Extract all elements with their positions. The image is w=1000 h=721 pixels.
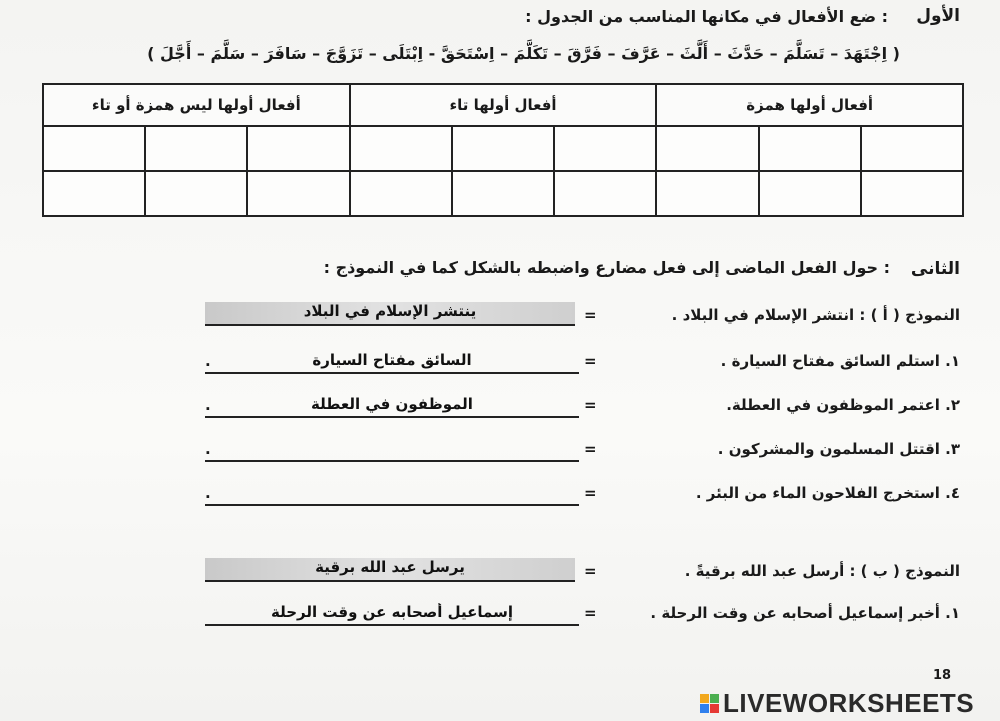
- model-a-row: [0, 302, 1000, 332]
- equals-sign: =: [584, 352, 597, 370]
- table-cell[interactable]: [145, 126, 247, 171]
- q1-label: الأول: [916, 6, 960, 26]
- table-cell[interactable]: [43, 126, 145, 171]
- table-header-row: [43, 84, 963, 126]
- period: .: [205, 352, 211, 370]
- table-cell[interactable]: [452, 171, 554, 216]
- answer-field[interactable]: [205, 600, 579, 626]
- period: .: [205, 396, 211, 414]
- verbs-table: [42, 83, 964, 217]
- item-sentence: ٢. اعتمر الموظفون في العطلة.: [726, 396, 960, 414]
- table-cell[interactable]: [554, 171, 656, 216]
- answer-field[interactable]: [205, 392, 579, 418]
- q2-instruction: : حول الفعل الماضى إلى فعل مضارع واضبطه بالشكل كما في النموذج :: [323, 258, 890, 277]
- item-sentence: ٣. اقتتل المسلمون والمشركون .: [717, 440, 960, 458]
- table-cell[interactable]: [452, 126, 554, 171]
- answer-field[interactable]: [205, 480, 579, 506]
- period: .: [205, 440, 211, 458]
- equals-sign: =: [584, 604, 597, 622]
- liveworksheets-brand: [700, 688, 974, 719]
- table-cell[interactable]: [145, 171, 247, 216]
- equals-sign: =: [584, 306, 597, 324]
- table-cell[interactable]: [247, 171, 349, 216]
- table-cell[interactable]: [861, 126, 963, 171]
- equals-sign: =: [584, 484, 597, 502]
- table-cell[interactable]: [247, 126, 349, 171]
- brand-name: LIVEWORKSHEETS: [723, 688, 975, 718]
- item-row: [0, 436, 1000, 466]
- period: .: [205, 484, 211, 502]
- answer-field[interactable]: [205, 436, 579, 462]
- table-cell[interactable]: [759, 171, 861, 216]
- item-sentence: ٤. استخرج الفلاحون الماء من البئر .: [695, 484, 960, 502]
- item-row: [0, 480, 1000, 510]
- table-row: [43, 126, 963, 171]
- item-row: [0, 348, 1000, 378]
- table-cell[interactable]: [350, 126, 452, 171]
- table-row: [43, 171, 963, 216]
- table-cell[interactable]: [554, 126, 656, 171]
- model-b-answer: يرسل عبد الله برقية: [205, 558, 575, 582]
- equals-sign: =: [584, 396, 597, 414]
- page-number: 18: [933, 668, 952, 683]
- q2-label: الثانى: [910, 259, 960, 279]
- header-taa: أفعال أولها تاء: [350, 84, 657, 126]
- liveworksheets-logo-icon: [700, 694, 719, 713]
- item-sentence: ١. استلم السائق مفتاح السيارة .: [720, 352, 960, 370]
- item-row: [0, 600, 1000, 630]
- table-cell[interactable]: [656, 126, 758, 171]
- model-b-row: [0, 556, 1000, 586]
- table-cell[interactable]: [43, 171, 145, 216]
- table-cell[interactable]: [759, 126, 861, 171]
- answer-field[interactable]: [205, 348, 579, 374]
- model-a-answer: ينتشر الإسلام في البلاد: [205, 302, 575, 326]
- item-sentence: ١. أخبر إسماعيل أصحابه عن وقت الرحلة .: [650, 604, 960, 622]
- model-a-sentence: النموذج ( أ ) : انتشر الإسلام في البلاد .: [671, 306, 960, 324]
- header-other: أفعال أولها ليس همزة أو تاء: [43, 84, 350, 126]
- item-row: [0, 392, 1000, 422]
- q1-verb-list: ( اِجْتَهَدَ – تَسَلَّمَ – حَدَّثَ – أَلَّثَ – عَرَّفَ – فَرَّقَ – تَكَلَّمَ – اِسْتَحَقَّ ‐ اِبْتَلَى – تَزَوَّجَ – سَافَرَ – سَلَّمَ – أَجَّلَ ): [147, 44, 900, 63]
- table-cell[interactable]: [350, 171, 452, 216]
- equals-sign: =: [584, 440, 597, 458]
- header-hamza: أفعال أولها همزة: [656, 84, 963, 126]
- table-cell[interactable]: [861, 171, 963, 216]
- equals-sign: =: [584, 562, 597, 580]
- model-b-sentence: النموذج ( ب ) : أرسل عبد الله برقيةً .: [684, 562, 960, 580]
- table-cell[interactable]: [656, 171, 758, 216]
- q1-instruction: : ضع الأفعال في مكانها المناسب من الجدول :: [525, 7, 888, 26]
